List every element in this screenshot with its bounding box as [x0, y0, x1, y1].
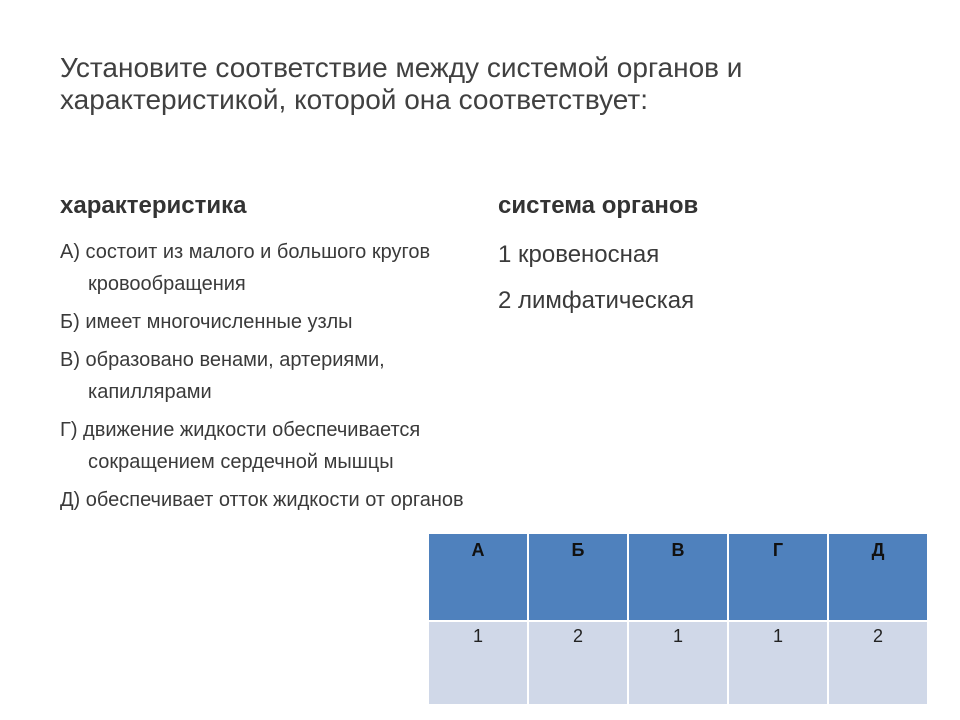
characteristic-item-d: Д) обеспечивает отток жидкости от органов	[60, 489, 464, 511]
answer-table	[427, 532, 929, 706]
answer-header-g: Г	[728, 533, 828, 621]
characteristic-item-g: Г) движение жидкости обеспечивается сокращением сердечной мышцы	[60, 419, 421, 473]
answer-value-v: 1	[628, 621, 728, 705]
organ-system-heading: система органов	[498, 192, 699, 219]
answer-value-d: 2	[828, 621, 928, 705]
answer-header-v: В	[628, 533, 728, 621]
answer-value-g: 1	[728, 621, 828, 705]
organ-system-item-1: 1 кровеносная	[498, 241, 660, 268]
characteristic-item-b: Б) имеет многочисленные узлы	[60, 311, 353, 333]
characteristic-item-a: А) состоит из малого и большого кругов кровообращения	[60, 241, 431, 295]
answer-header-b: Б	[528, 533, 628, 621]
organ-system-item-2: 2 лимфатическая	[498, 287, 695, 314]
answer-value-b: 2	[528, 621, 628, 705]
answer-value-a: 1	[428, 621, 528, 705]
characteristics-list	[60, 236, 480, 522]
answer-table-value-row	[428, 621, 928, 705]
organ-systems-list	[498, 238, 694, 330]
answer-header-a: А	[428, 533, 528, 621]
answer-header-d: Д	[828, 533, 928, 621]
characteristics-heading: характеристика	[60, 192, 247, 219]
answer-table-header-row	[428, 533, 928, 621]
slide-title: Установите соответствие между системой органов и характеристикой, которой она соответствует:	[60, 52, 743, 115]
characteristic-item-v: В) образовано венами, артериями, капиллярами	[60, 349, 385, 403]
